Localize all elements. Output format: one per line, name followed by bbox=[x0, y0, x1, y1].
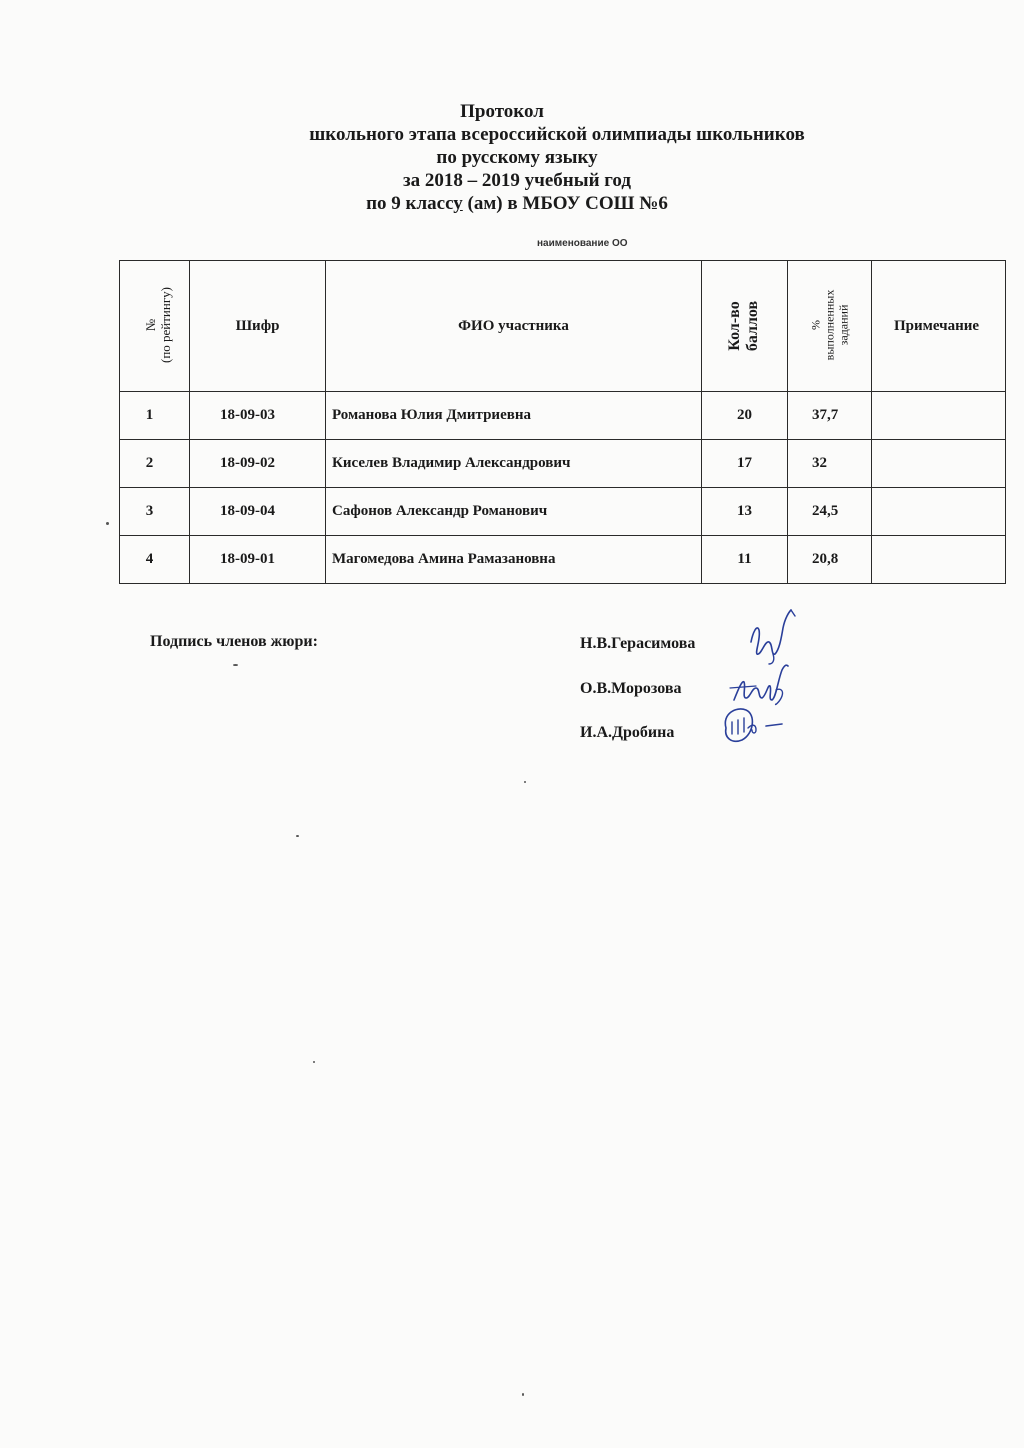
cell-points: 17 bbox=[702, 440, 788, 488]
scan-speck bbox=[296, 835, 299, 837]
header-points: Кол-во баллов bbox=[702, 261, 788, 392]
results-table bbox=[119, 260, 1006, 584]
cell-code: 18-09-04 bbox=[190, 488, 326, 536]
cell-code: 18-09-01 bbox=[190, 536, 326, 584]
cell-rank: 3 bbox=[120, 488, 190, 536]
cell-fio: Киселев Владимир Александрович bbox=[326, 440, 702, 488]
cell-note bbox=[872, 488, 1006, 536]
header-percent: % выполненных заданий bbox=[788, 261, 872, 392]
cell-code: 18-09-03 bbox=[190, 392, 326, 440]
title-protocol: Протокол bbox=[460, 101, 544, 122]
title-stage: школьного этапа всероссийской олимпиады школьников bbox=[309, 124, 805, 145]
scan-speck bbox=[106, 522, 109, 525]
jury-member-3: И.А.Дробина bbox=[580, 724, 675, 741]
cell-percent: 32 bbox=[788, 440, 872, 488]
cell-rank: 4 bbox=[120, 536, 190, 584]
cell-percent: 37,7 bbox=[788, 392, 872, 440]
jury-member-1: Н.В.Герасимова bbox=[580, 635, 696, 652]
scan-speck bbox=[524, 781, 526, 783]
header-rank: № (по рейтингу) bbox=[120, 261, 190, 392]
header-code: Шифр bbox=[190, 261, 326, 392]
cell-note bbox=[872, 440, 1006, 488]
cell-code: 18-09-02 bbox=[190, 440, 326, 488]
title-class-school: по 9 классу (ам) в МБОУ СОШ №6 bbox=[366, 193, 668, 214]
cell-rank: 1 bbox=[120, 392, 190, 440]
signature-1 bbox=[733, 606, 803, 666]
title-year: за 2018 – 2019 учебный год bbox=[403, 170, 631, 191]
cell-percent: 20,8 bbox=[788, 536, 872, 584]
scan-speck bbox=[313, 1061, 315, 1063]
scan-speck bbox=[233, 664, 238, 666]
org-caption: наименование ОО bbox=[537, 238, 628, 249]
cell-points: 13 bbox=[702, 488, 788, 536]
jury-signature-label: Подпись членов жюри: bbox=[150, 633, 318, 650]
signature-3 bbox=[716, 700, 796, 750]
document-title bbox=[0, 100, 1024, 215]
table-row bbox=[120, 440, 1006, 488]
cell-fio: Романова Юлия Дмитриевна bbox=[326, 392, 702, 440]
scan-speck bbox=[522, 1393, 524, 1396]
table-row bbox=[120, 536, 1006, 584]
cell-fio: Сафонов Александр Романович bbox=[326, 488, 702, 536]
cell-points: 20 bbox=[702, 392, 788, 440]
title-subject: по русскому языку bbox=[436, 147, 598, 168]
cell-note bbox=[872, 392, 1006, 440]
cell-note bbox=[872, 536, 1006, 584]
cell-rank: 2 bbox=[120, 440, 190, 488]
table-row bbox=[120, 392, 1006, 440]
jury-member-2: О.В.Морозова bbox=[580, 680, 682, 697]
header-fio: ФИО участника bbox=[326, 261, 702, 392]
header-note: Примечание bbox=[872, 261, 1006, 392]
table-row bbox=[120, 488, 1006, 536]
table-header-row bbox=[120, 261, 1006, 392]
cell-fio: Магомедова Амина Рамазановна bbox=[326, 536, 702, 584]
cell-points: 11 bbox=[702, 536, 788, 584]
cell-percent: 24,5 bbox=[788, 488, 872, 536]
